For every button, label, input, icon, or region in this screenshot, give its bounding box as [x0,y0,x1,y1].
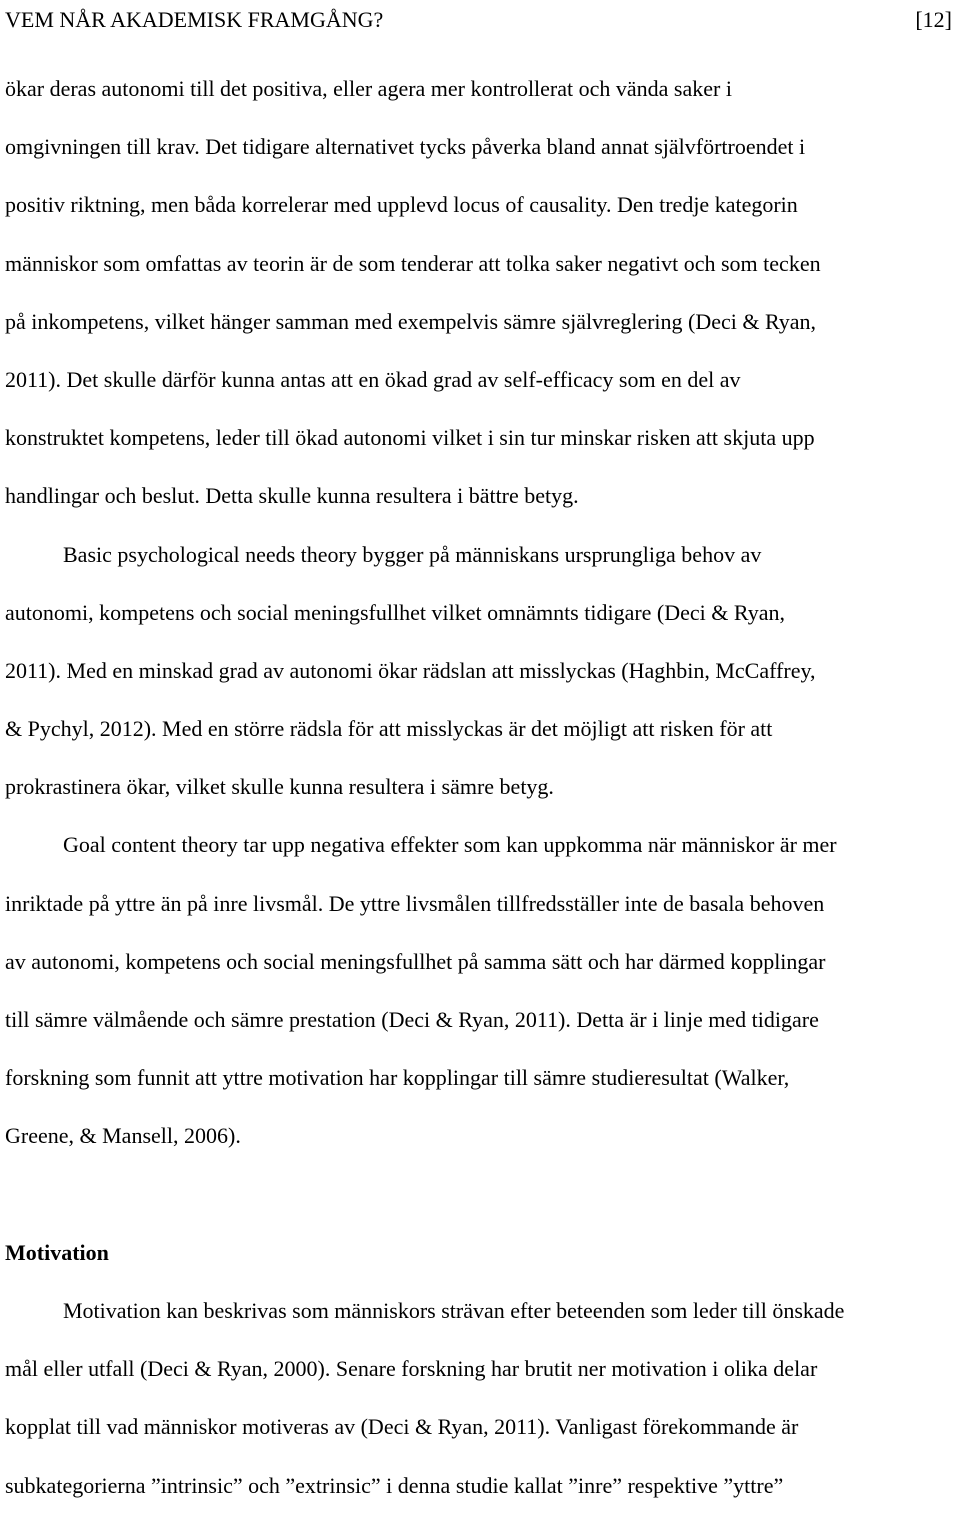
text-line: konstruktet kompetens, leder till ökad autonomi vilket i sin tur minskar risken att skjuta upp [5,425,815,451]
section-heading: Motivation [5,1239,109,1265]
text-line: subkategorierna ”intrinsic” och ”extrinsic” i denna studie kallat ”inre” respektive ”yttre” [5,1472,784,1498]
text-line: Greene, & Mansell, 2006). [5,1123,241,1149]
text-line: på inkompetens, vilket hänger samman med exempelvis sämre självreglering (Deci & Ryan, [5,308,817,334]
text-line: av autonomi, kompetens och social meningsfullhet på samma sätt och har därmed kopplingar [5,948,826,974]
text-line: 2011). Med en minskad grad av autonomi ökar rädslan att misslyckas (Haghbin, McCaffrey, [5,657,816,683]
running-title: VEM NÅR AKADEMISK FRAMGÅNG? [5,7,384,32]
running-header [5,0,952,40]
text-line: omgivningen till krav. Det tidigare alternativet tycks påverka bland annat självförtroendet i [5,134,806,160]
paragraph-first-line: Basic psychological needs theory bygger på människans ursprungliga behov av [63,541,762,567]
text-line: kopplat till vad människor motiveras av (Deci & Ryan, 2011). Vanligast förekommande är [5,1414,799,1440]
text-line: handlingar och beslut. Detta skulle kunna resultera i bättre betyg. [5,483,579,509]
text-line: mål eller utfall (Deci & Ryan, 2000). Senare forskning har brutit ner motivation i olika delar [5,1356,818,1382]
text-line: positiv riktning, men båda korrelerar med upplevd locus of causality. Den tredje kategorin [5,192,798,218]
text-line: prokrastinera ökar, vilket skulle kunna resultera i sämre betyg. [5,774,554,800]
text-line: forskning som funnit att yttre motivation har kopplingar till sämre studieresultat (Walker, [5,1065,790,1091]
text-line: 2011). Det skulle därför kunna antas att en ökad grad av self-efficacy som en del av [5,366,741,392]
text-line: ökar deras autonomi till det positiva, eller agera mer kontrollerat och vända saker i [5,76,732,101]
text-line: människor som omfattas av teorin är de som tenderar att tolka saker negativt och som tecken [5,250,821,276]
page-number: [12] [915,7,952,32]
blank-line [5,1166,955,1224]
body-text [5,60,955,1515]
text-line: & Pychyl, 2012). Med en större rädsla för att misslyckas är det möjligt att risken för att [5,716,773,742]
text-line: autonomi, kompetens och social meningsfullhet vilket omnämnts tidigare (Deci & Ryan, [5,599,785,625]
text-line: till sämre välmående och sämre prestation (Deci & Ryan, 2011). Detta är i linje med tidigare [5,1007,819,1032]
paragraph-first-line: Goal content theory tar upp negativa effekter som kan uppkomma när människor är mer [63,832,837,858]
paragraph-first-line: Motivation kan beskrivas som människors strävan efter beteenden som leder till önskade [63,1297,845,1323]
text-line: inriktade på yttre än på inre livsmål. De yttre livsmålen tillfredsställer inte de basala behoven [5,890,825,916]
